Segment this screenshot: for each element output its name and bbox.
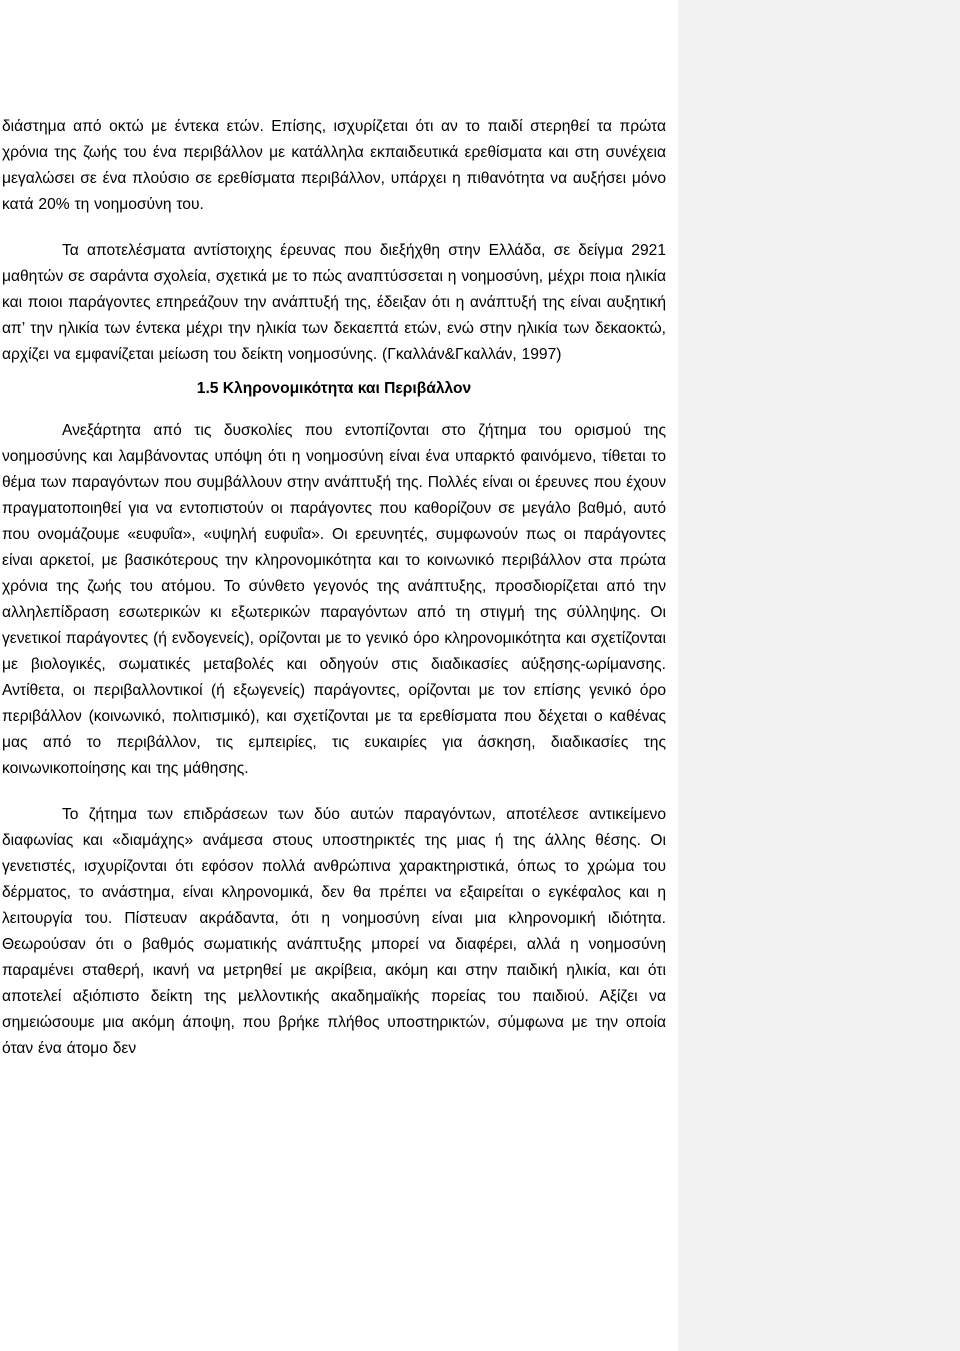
paragraph-greek-research: Τα αποτελέσματα αντίστοιχης έρευνας που διεξήχθη στην Ελλάδα, σε δείγμα 2921 μαθητών σε σαράντα σχολεία, σχετικά με το πώς αναπτύσσεται η νοημοσύνη, μέχρι ποια ηλικία και ποιοι παράγοντες επηρεάζουν την ανάπτυξή της, έδειξαν ότι η ανάπτυξή της είναι αυξητική απ’ την ηλικία των έντεκα μέχρι την ηλικία των δεκαεπτά ετών, ενώ στην ηλικία των δεκαοκτώ, αρχίζει να εμφανίζεται μείωση του δείκτη νοημοσύνης. (Γκαλλάν&Γκαλλάν, 1997) <box>2 242 666 363</box>
paragraph-intro-continuation: διάστημα από οκτώ με έντεκα ετών. Επίσης, ισχυρίζεται ότι αν το παιδί στερηθεί τα πρώτα χρόνια της ζωής του ένα περιβάλλον με κατάλληλα εκπαιδευτικά ερεθίσματα και στη συνέχεια μεγαλώσει σε ένα πλούσιο σε ερεθίσματα περιβάλλον, υπάρχει η πιθανότητα να αυξήσει μόνο κατά 20% τη νοημοσύνη του. <box>2 118 666 213</box>
comment-margin-pane <box>678 0 960 1351</box>
paragraph-factors: Ανεξάρτητα από τις δυσκολίες που εντοπίζονται στο ζήτημα του ορισμού της νοημοσύνης και λαμβάνοντας υπόψη ότι η νοημοσύνη είναι ένα υπαρκτό φαινόμενο, τίθεται το θέμα των παραγόντων που συμβάλλουν στην ανάπτυξή της. Πολλές είναι οι έρευνες που έχουν πραγματοποιηθεί για να εντοπιστούν οι παράγοντες που καθορίζουν σε μεγάλο βαθμό, αυτό που ονομάζουμε «ευφυΐα», «υψηλή ευφυΐα». Οι ερευνητές, συμφωνούν πως οι παράγοντες είναι αρκετοί, με βασικότερους την κληρονομικότητα και το κοινωνικό περιβάλλον στα πρώτα χρόνια της ζωής του ατόμου. Το σύνθετο γεγονός της ανάπτυξης, προσδιορίζεται από την αλληλεπίδραση εσωτερικών κι εξωτερικών παραγόντων από τη στιγμή της σύλληψης. Οι γενετικοί παράγοντες (ή ενδογενείς), ορίζονται με το γενικό όρο κληρονομικότητα και σχετίζονται με βιολογικές, σωματικές μεταβολές και οδηγούν στις διαδικασίες αύξησης-ωρίμανσης. Αντίθετα, οι περιβαλλοντικοί (ή εξωγενείς) παράγοντες, ορίζονται με τον επίσης γενικό όρο περιβάλλον (κοινωνικό, πολιτισμικό), και σχετίζονται με τα ερεθίσματα που δέχεται ο καθένας μας από το περιβάλλον, τις εμπειρίες, τις ευκαιρίες για άσκηση, διαδικασίες της κοινωνικοποίησης και της μάθησης. <box>2 422 666 777</box>
paragraph-debate: Το ζήτημα των επιδράσεων των δύο αυτών παραγόντων, αποτέλεσε αντικείμενο διαφωνίας και «διαμάχης» ανάμεσα στους υποστηρικτές της μιας ή της άλλης θέσης. Οι γενετιστές, ισχυρίζονται ότι εφόσον πολλά ανθρώπινα χαρακτηριστικά, όπως το χρώμα του δέρματος, το ανάστημα, είναι κληρονομικά, δεν θα πρέπει να εξαιρείται ο εγκέφαλος και η λειτουργία του. Πίστευαν ακράδαντα, ότι η νοημοσύνη είναι μια κληρονομική ιδιότητα. Θεωρούσαν ότι ο βαθμός σωματικής ανάπτυξης μπορεί να διαφέρει, αλλά η νοημοσύνη παραμένει σταθερή, ικανή να μετρηθεί με ακρίβεια, ακόμη και στην παιδική ηλικία, και ότι αποτελεί αξιόπιστο δείκτη της μελλοντικής ακαδημαϊκής πορείας του παιδιού. Αξίζει να σημειώσουμε μια ακόμη άποψη, που βρήκε πλήθος υποστηρικτών, σύμφωνα με την οποία όταν ένα άτομο δεν <box>2 806 666 1057</box>
section-heading: 1.5 Κληρονομικότητα και Περιβάλλον <box>196 380 472 397</box>
body-text-column <box>2 114 666 1062</box>
